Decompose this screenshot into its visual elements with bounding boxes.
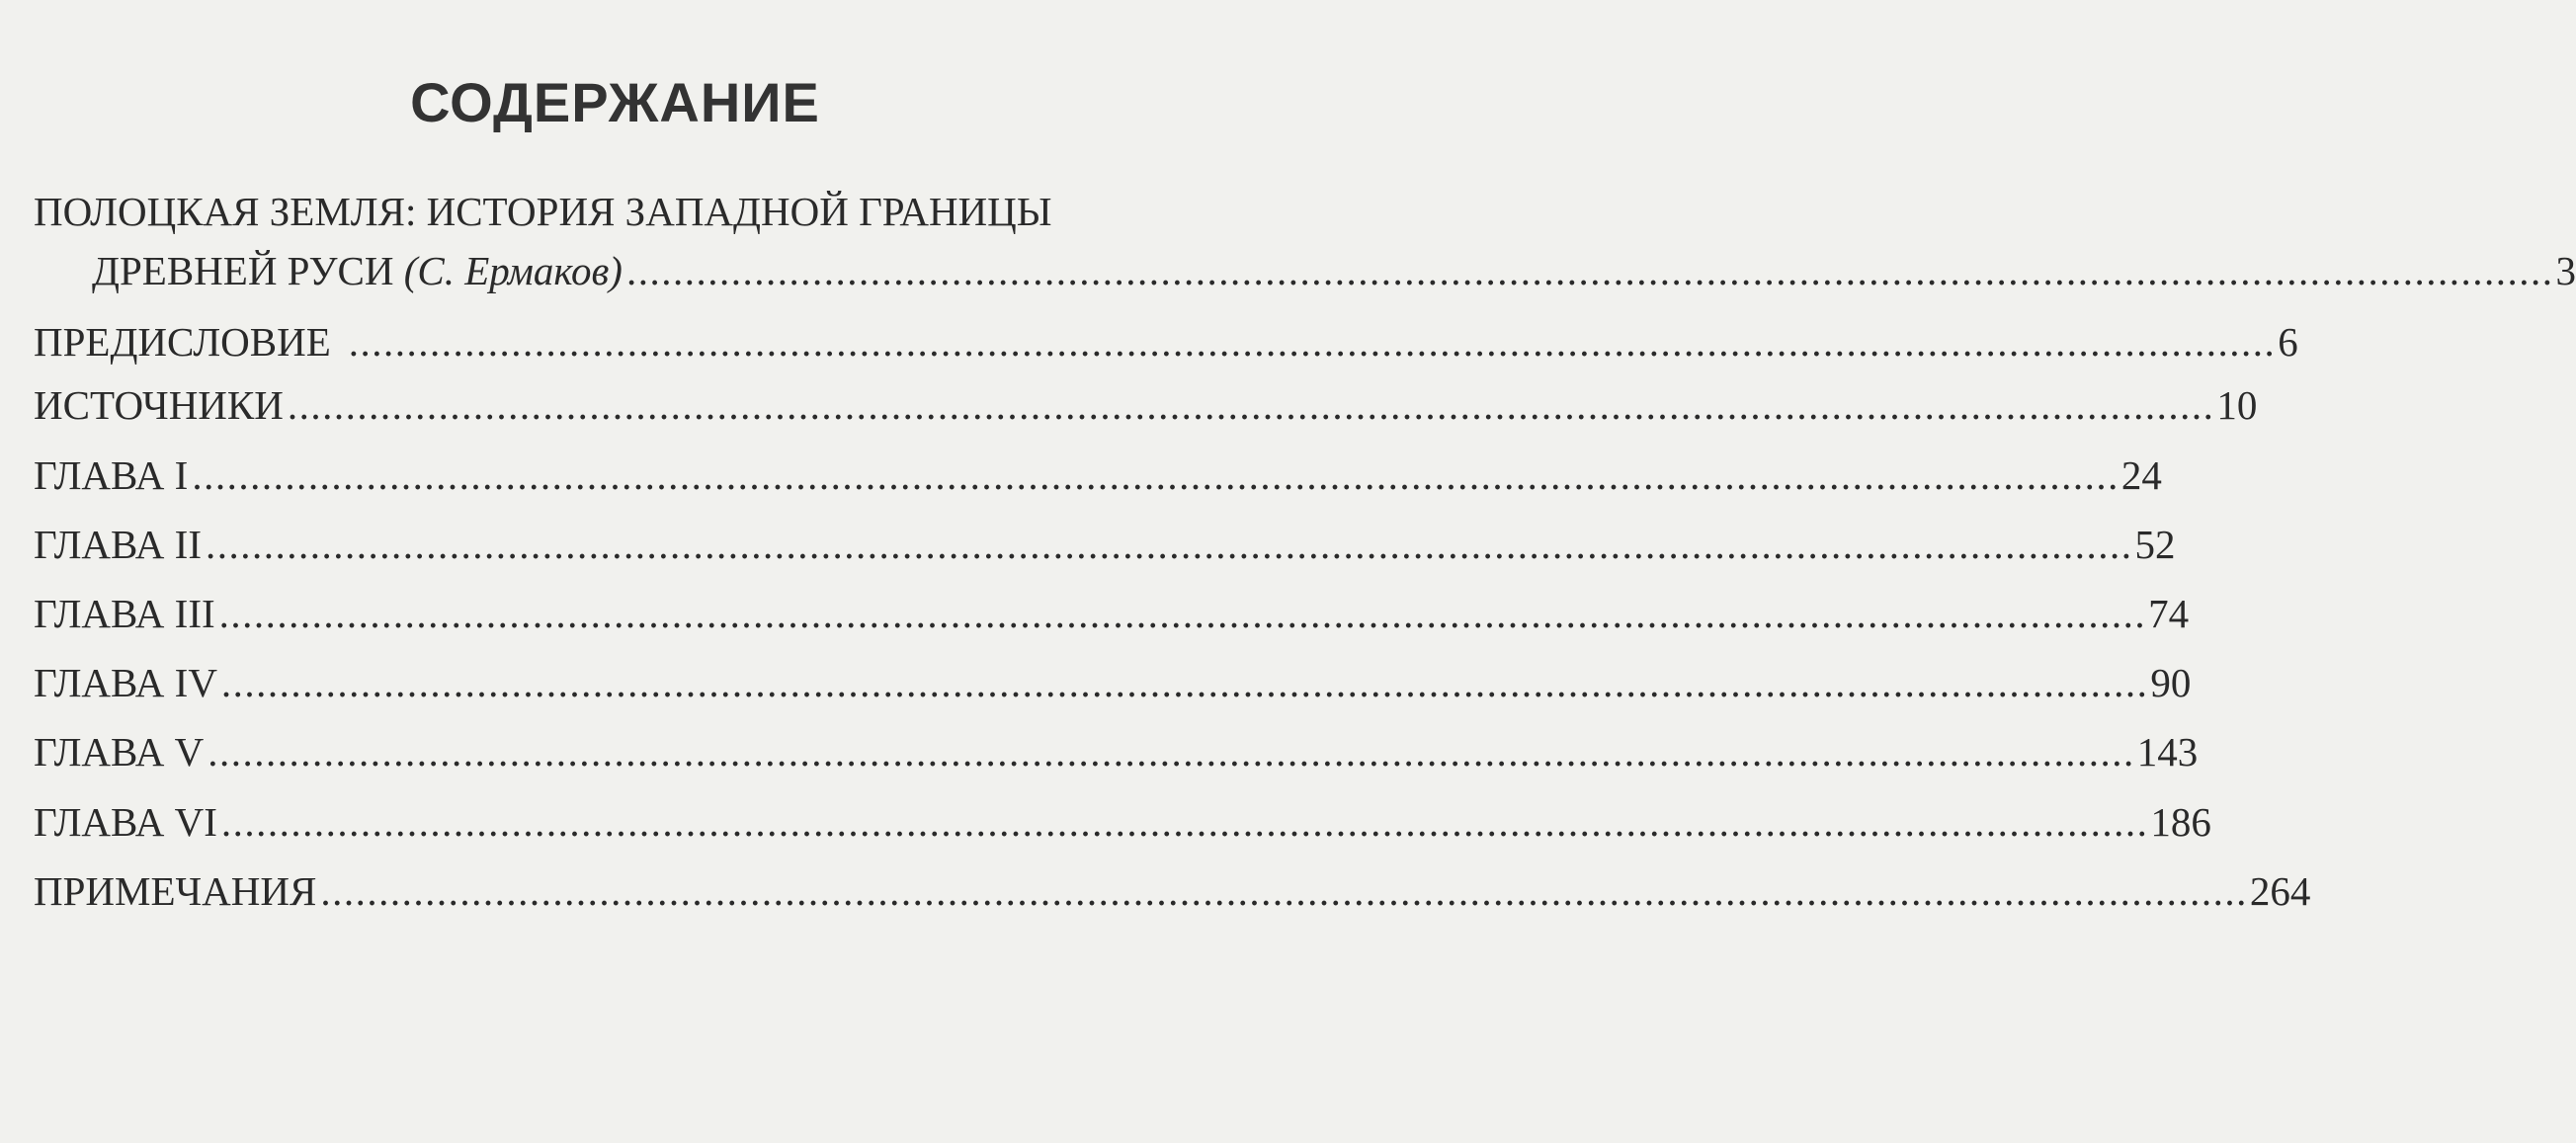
toc-entry-label: ГЛАВА II [34, 522, 202, 567]
toc-entry-1 [92, 245, 2576, 296]
toc-entry-10 [34, 865, 2311, 917]
dot-leader: ...................................................................................................................................................................... [220, 660, 2149, 705]
dot-leader: ...................................................................................................................................................................... [348, 319, 2277, 365]
page-number: 186 [2150, 799, 2211, 845]
dot-leader: ...................................................................................................................................................................... [220, 799, 2149, 845]
toc-entry-label: ПРЕДИСЛОВИЕ [34, 319, 331, 365]
toc-entry-4 [34, 449, 2162, 501]
toc-entry-label: ГЛАВА III [34, 591, 215, 636]
toc-entry-3 [34, 379, 2258, 431]
dot-leader: ...................................................................................................................................................................... [625, 248, 2554, 293]
dot-leader: ...................................................................................................................................................................... [320, 868, 2248, 914]
toc-entry-label: ПРИМЕЧАНИЯ [34, 868, 317, 914]
toc-entry-7 [34, 657, 2192, 708]
author-name: (С. Ермаков) [403, 248, 623, 293]
toc-entry-label: ГЛАВА IV [34, 660, 217, 705]
toc-entry-1-line1: ПОЛОЦКАЯ ЗЕМЛЯ: ИСТОРИЯ ЗАПАДНОЙ ГРАНИЦЫ [34, 189, 1052, 234]
toc-entry-5 [34, 519, 2176, 570]
page-number: 52 [2134, 522, 2176, 567]
toc-entry-8 [34, 726, 2199, 777]
page-number: 24 [2120, 452, 2162, 498]
dot-leader: ...................................................................................................................................................................... [218, 591, 2147, 636]
dot-leader: ...................................................................................................................................................................... [205, 522, 2133, 567]
page-number: 264 [2249, 868, 2311, 914]
page-number: 74 [2148, 591, 2190, 636]
dot-leader: ...................................................................................................................................................................... [287, 382, 2215, 428]
page-title: СОДЕРЖАНИЕ [410, 71, 820, 133]
toc-entry-label: ГЛАВА V [34, 729, 205, 775]
dot-leader: ...................................................................................................................................................................... [192, 452, 2119, 498]
page-number: 3 [2555, 248, 2576, 293]
page-number: 90 [2150, 660, 2192, 705]
page-number: 10 [2216, 382, 2258, 428]
page-number: 143 [2136, 729, 2199, 775]
toc-entry-label: ДРЕВНЕЙ РУСИ (С. Ермаков) [92, 248, 623, 293]
toc-entry-6 [34, 588, 2190, 639]
toc-entry-label: ГЛАВА I [34, 452, 189, 498]
dot-leader: ...................................................................................................................................................................... [208, 729, 2135, 775]
page-number: 6 [2278, 319, 2298, 365]
toc-entry-label: ГЛАВА VI [34, 799, 217, 845]
toc-entry-2 [34, 316, 2298, 367]
toc-entry-label: ИСТОЧНИКИ [34, 382, 284, 428]
toc-entry-9 [34, 796, 2211, 848]
